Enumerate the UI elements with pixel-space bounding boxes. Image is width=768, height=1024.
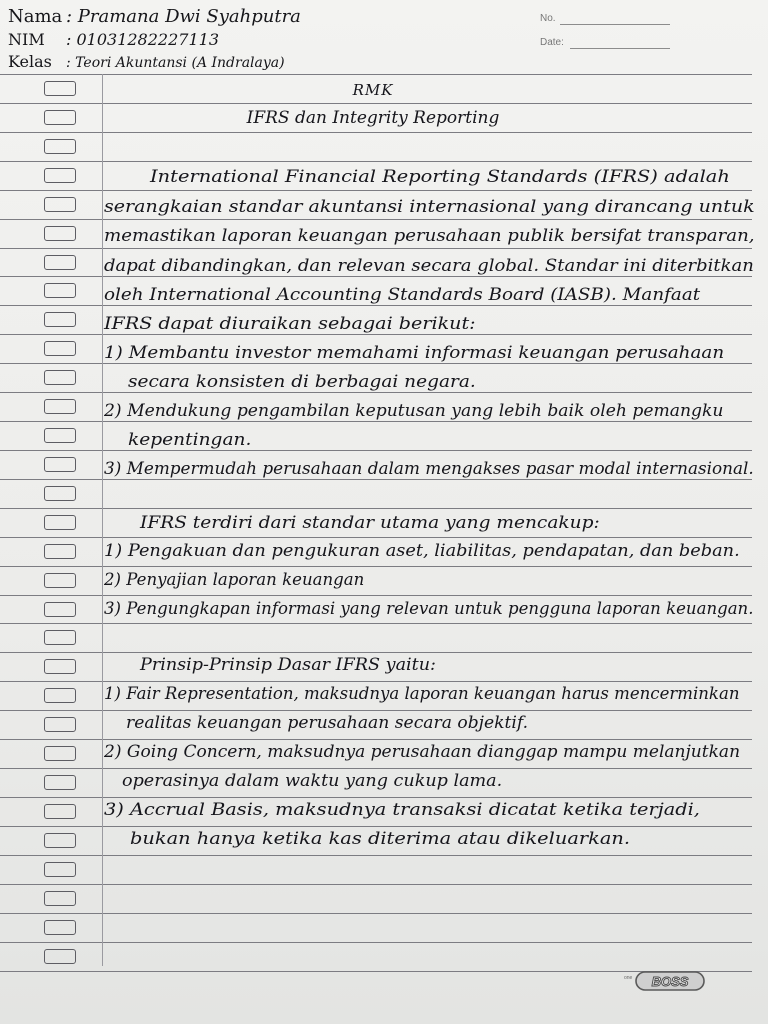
margin-checkbox	[44, 110, 76, 125]
margin-checkbox	[44, 341, 76, 356]
margin-checkbox	[44, 920, 76, 935]
handwritten-line: dapat dibandingkan, dan relevan secara global. Standar ini diterbitkan	[104, 256, 754, 275]
margin-checkbox	[44, 428, 76, 443]
ruled-line	[0, 74, 752, 75]
ruled-line	[0, 103, 752, 104]
margin-checkbox	[44, 255, 76, 270]
margin-checkbox	[44, 370, 76, 385]
ruled-line	[0, 566, 752, 567]
ruled-line	[0, 652, 752, 653]
handwritten-line: 1) Pengakuan dan pengukuran aset, liabilitas, pendapatan, dan beban.	[104, 541, 740, 560]
margin-checkbox	[44, 949, 76, 964]
margin-checkbox	[44, 602, 76, 617]
doc-title: IFRS dan Integrity Reporting	[246, 108, 500, 128]
name-label: Nama	[8, 6, 63, 27]
handwritten-line: memastikan laporan keuangan perusahaan publik bersifat transparan,	[104, 226, 755, 245]
handwritten-line: IFRS dapat diuraikan sebagai berikut:	[104, 314, 476, 333]
nim-label: NIM	[8, 30, 45, 49]
svg-text:BOSS: BOSS	[651, 974, 689, 989]
ruled-line	[0, 942, 752, 943]
margin-checkbox	[44, 168, 76, 183]
name-value: : Pramana Dwi Syahputra	[66, 6, 301, 27]
ruled-line	[0, 739, 752, 740]
ruled-line	[0, 537, 752, 538]
margin-checkbox	[44, 630, 76, 645]
handwritten-line: kepentingan.	[128, 430, 252, 449]
ruled-line	[0, 623, 752, 624]
margin-checkbox	[44, 197, 76, 212]
no-label: No.	[540, 13, 556, 24]
ruled-line	[0, 132, 752, 133]
margin-checkbox	[44, 486, 76, 501]
ruled-line	[0, 305, 752, 306]
ruled-line	[0, 450, 752, 451]
nim-value: : 01031282227113	[66, 30, 219, 49]
handwritten-line: operasinya dalam waktu yang cukup lama.	[122, 771, 503, 790]
handwritten-line: 2) Going Concern, maksudnya perusahaan dianggap mampu melanjutkan	[104, 742, 741, 761]
handwritten-line: serangkaian standar akuntansi internasional yang dirancang untuk	[104, 197, 755, 216]
ruled-line	[0, 161, 752, 162]
handwritten-line: 2) Mendukung pengambilan keputusan yang lebih baik oleh pemangku	[104, 401, 724, 420]
margin-checkbox	[44, 544, 76, 559]
date-label: Date:	[540, 37, 564, 48]
boss-brand-logo	[620, 970, 706, 992]
handwritten-line: 1) Fair Representation, maksudnya laporan keuangan harus mencerminkan	[104, 684, 740, 703]
margin-checkbox	[44, 573, 76, 588]
ruled-line	[0, 248, 752, 249]
margin-rule	[102, 74, 103, 966]
ruled-line	[0, 884, 752, 885]
ruled-line	[0, 913, 752, 914]
kelas-label: Kelas	[8, 52, 52, 71]
margin-checkbox	[44, 862, 76, 877]
ruled-line	[0, 190, 752, 191]
ruled-line	[0, 334, 752, 335]
margin-checkbox	[44, 515, 76, 530]
margin-checkbox	[44, 81, 76, 96]
handwritten-line: 2) Penyajian laporan keuangan	[104, 570, 365, 589]
svg-text:one: one	[624, 975, 633, 981]
margin-checkbox	[44, 717, 76, 732]
margin-checkbox	[44, 688, 76, 703]
margin-checkbox	[44, 833, 76, 848]
handwritten-line: realitas keuangan perusahaan secara objektif.	[126, 713, 529, 732]
handwritten-line: 3) Mempermudah perusahaan dalam mengakses pasar modal internasional.	[104, 459, 754, 478]
margin-checkbox	[44, 775, 76, 790]
handwritten-line: secara konsisten di berbagai negara.	[128, 372, 476, 391]
ruled-line	[0, 768, 752, 769]
margin-checkbox	[44, 457, 76, 472]
margin-checkbox	[44, 399, 76, 414]
ruled-line	[0, 276, 752, 277]
handwritten-line: bukan hanya ketika kas diterima atau dikeluarkan.	[130, 829, 631, 848]
ruled-line	[0, 219, 752, 220]
margin-checkbox	[44, 139, 76, 154]
handwritten-line: 1) Membantu investor memahami informasi keuangan perusahaan	[104, 343, 725, 362]
handwritten-line: International Financial Reporting Standards (IFRS) adalah	[150, 167, 730, 186]
margin-checkbox	[44, 804, 76, 819]
margin-checkbox	[44, 659, 76, 674]
handwritten-line: 3) Accrual Basis, maksudnya transaksi dicatat ketika terjadi,	[104, 800, 700, 819]
ruled-line	[0, 826, 752, 827]
margin-checkbox	[44, 226, 76, 241]
margin-checkbox	[44, 312, 76, 327]
doc-heading-rmk: RMK	[352, 81, 394, 99]
ruled-line	[0, 710, 752, 711]
ruled-line	[0, 595, 752, 596]
handwritten-line: Prinsip-Prinsip Dasar IFRS yaitu:	[140, 655, 436, 674]
ruled-line	[0, 797, 752, 798]
margin-checkbox	[44, 283, 76, 298]
handwritten-line: 3) Pengungkapan informasi yang relevan untuk pengguna laporan keuangan.	[104, 599, 754, 618]
ruled-line	[0, 392, 752, 393]
ruled-line	[0, 479, 752, 480]
handwritten-line: IFRS terdiri dari standar utama yang mencakup:	[140, 513, 600, 532]
kelas-value: : Teori Akuntansi (A Indralaya)	[66, 55, 285, 71]
ruled-line	[0, 363, 752, 364]
ruled-line	[0, 421, 752, 422]
margin-checkbox	[44, 891, 76, 906]
ruled-line	[0, 855, 752, 856]
margin-checkbox	[44, 746, 76, 761]
ruled-line	[0, 508, 752, 509]
ruled-line	[0, 681, 752, 682]
handwritten-line: oleh International Accounting Standards Board (IASB). Manfaat	[104, 285, 701, 304]
